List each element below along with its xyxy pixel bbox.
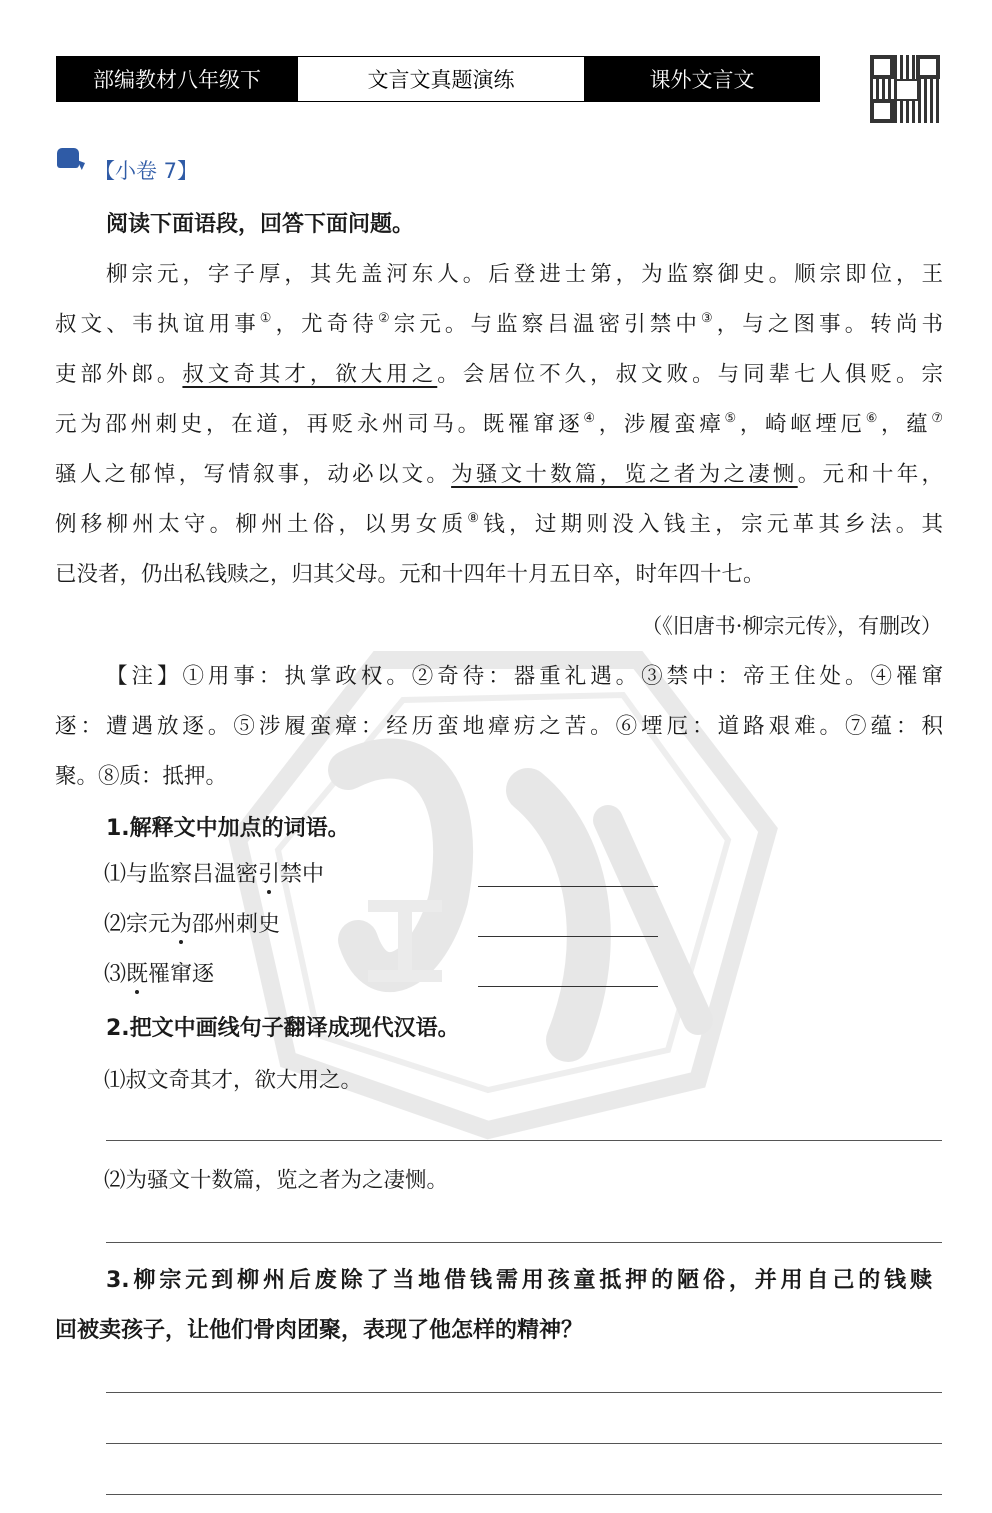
answer-line-q2-2[interactable] [106, 1242, 942, 1243]
notes-line-1: 【注】①用事：执掌政权。②奇待：器重礼遇。③禁中：帝王住处。④罹窜 [106, 664, 943, 689]
answer-line-q2-1[interactable] [106, 1140, 942, 1141]
question-1-title: 1.解释文中加点的词语。 [106, 816, 350, 841]
notes-line-3: 聚。⑧质：抵押。 [55, 764, 228, 789]
bookmark-icon [57, 148, 79, 168]
section-label: 【小卷 7】 [94, 159, 199, 183]
answer-line-q3-3[interactable] [106, 1494, 942, 1495]
question-2-title: 2.把文中画线句子翻译成现代汉语。 [106, 1016, 460, 1041]
dotted-word: 既 [126, 962, 149, 987]
passage-line-7: 已没者，仍出私钱赎之，归其父母。元和十四年十月五日卒，时年四十七。 [55, 562, 765, 587]
answer-line-q3-2[interactable] [106, 1443, 942, 1444]
passage-line-3: 吏部外郎。叔文奇其才，欲大用之。会居位不久，叔文败。与同辈七人俱贬。宗 [55, 362, 943, 387]
answer-line-q3-1[interactable] [106, 1392, 942, 1393]
answer-blank-3[interactable] [478, 986, 658, 987]
underlined-sentence-1: 叔文奇其才，欲大用之 [182, 362, 438, 387]
question-1-item-3: ⑶既罹窜逐 [104, 962, 215, 987]
dotted-word: 为 [170, 912, 193, 937]
passage-line-1: 柳宗元，字子厚，其先盖河东人。后登进士第，为监察御史。顺宗即位，王 [106, 262, 943, 287]
passage-line-6: 例移柳州太守。柳州土俗，以男女质⑧钱，过期则没入钱主，宗元革其乡法。其 [55, 511, 943, 537]
dotted-word: 引 [258, 862, 281, 887]
header-grade: 部编教材八年级下 [57, 57, 297, 101]
passage-line-2: 叔文、韦执谊用事①，尤奇待②宗元。与监察吕温密引禁中③，与之图事。转尚书 [55, 311, 943, 337]
answer-blank-2[interactable] [478, 936, 658, 937]
question-2-item-1: ⑴叔文奇其才，欲大用之。 [104, 1068, 363, 1093]
passage-line-4: 元为邵州刺史，在道，再贬永州司马。既罹窜逐④，涉履蛮瘴⑤，崎岖堙厄⑥，蕴⑦ [55, 411, 943, 437]
question-3-line-2: 回被卖孩子，让他们骨肉团聚，表现了他怎样的精神？ [55, 1318, 584, 1343]
answer-blank-1[interactable] [478, 886, 658, 887]
question-1-item-1: ⑴与监察吕温密引禁中 [104, 862, 325, 887]
underlined-sentence-2: 为骚文十数篇，览之者为之凄恻 [451, 462, 798, 487]
source-citation: （《旧唐书·柳宗元传》，有删改） [641, 614, 942, 638]
header-topic: 文言文真题演练 [297, 57, 585, 101]
qr-code-icon[interactable] [870, 55, 940, 123]
question-3-line-1: 3.柳宗元到柳州后废除了当地借钱需用孩童抵押的陋俗，并用自己的钱赎 [106, 1268, 932, 1293]
question-1-item-2: ⑵宗元为邵州刺史 [104, 912, 281, 937]
passage-line-5: 骚人之郁悼，写情叙事，动必以文。为骚文十数篇，览之者为之凄恻。元和十年， [55, 462, 943, 487]
notes-line-2: 逐：遭遇放逐。⑤涉履蛮瘴：经历蛮地瘴疠之苦。⑥堙厄：道路艰难。⑦蕴：积 [55, 714, 943, 739]
header-category: 课外文言文 [585, 57, 819, 101]
question-2-item-2: ⑵为骚文十数篇，览之者为之凄恻。 [104, 1168, 449, 1193]
header-bar [56, 56, 820, 102]
instruction: 阅读下面语段，回答下面问题。 [106, 212, 415, 237]
